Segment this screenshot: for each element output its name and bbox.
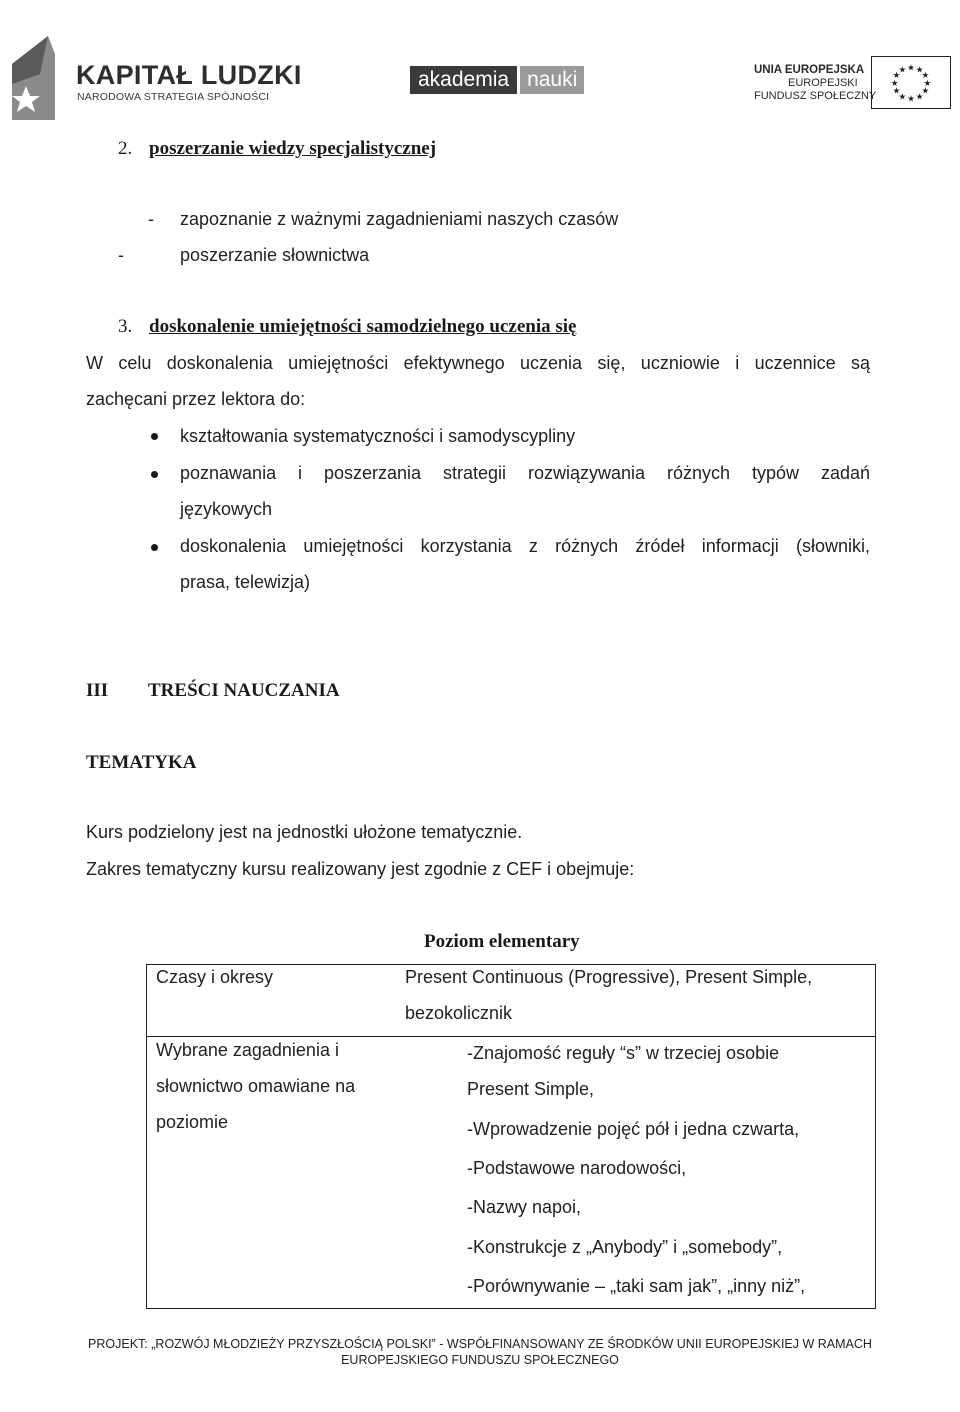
bullet-item-text: kształtowania systematyczności i samodyscypliny [180, 426, 576, 446]
footer-line-2: EUROPEJSKIEGO FUNDUSZU SPOŁECZNEGO [341, 1353, 619, 1367]
svg-text:★: ★ [890, 78, 899, 89]
bullet-icon [151, 544, 158, 551]
svg-text:★: ★ [898, 92, 907, 103]
bullet-icon [151, 433, 158, 440]
svg-text:★: ★ [921, 86, 930, 97]
table-cell-content: Present Continuous (Progressive), Present Simple, [405, 967, 813, 987]
eu-logo-text [754, 64, 876, 103]
nauki-logo-text: nauki [520, 66, 584, 94]
table-cell-label: Czasy i okresy [156, 967, 274, 987]
svg-text:★: ★ [923, 78, 932, 89]
table-list-item: Present Simple, [467, 1079, 595, 1099]
eu-line-1: UNIA EUROPEJSKA [754, 64, 865, 76]
eu-flag-icon [871, 56, 951, 109]
table-list-item: -Konstrukcje z „Anybody” i „somebody”, [467, 1237, 783, 1257]
svg-text:★: ★ [898, 65, 907, 76]
table-caption: Poziom elementary [424, 931, 580, 952]
footer-line-1: PROJEKT: „ROZWÓJ MŁODZIEŻY PRZYSZŁOŚCIĄ POLSKI” - WSPÓŁFINANSOWANY ZE ŚRODKÓW UNII EUROPEJSKIEJ W RAMACH [88, 1337, 872, 1351]
section-3-number: 3. [118, 316, 133, 337]
tematyka-paragraph-line-2: Zakres tematyczny kursu realizowany jest zgodnie z CEF i obejmuje: [86, 859, 635, 879]
table-cell-content: bezokolicznik [405, 1003, 513, 1023]
section-iii-numeral: III [86, 680, 109, 701]
bullet-item-text-cont: językowych [180, 499, 273, 519]
svg-text:★: ★ [915, 92, 924, 103]
svg-text:★: ★ [915, 65, 924, 76]
table-list-item: -Porównywanie – „taki sam jak”, „inny niż”, [467, 1276, 806, 1296]
svg-text:★: ★ [907, 94, 915, 105]
svg-text:★: ★ [921, 71, 930, 82]
akademia-logo-text: akademia [410, 66, 517, 94]
svg-text:★: ★ [907, 63, 915, 74]
list-item: poszerzanie słownictwa [180, 245, 370, 265]
eu-line-3: FUNDUSZ SPOŁECZNY [754, 90, 877, 102]
table-cell-label: słownictwo omawiane na [156, 1076, 356, 1096]
intro-paragraph-line-2: zachęcani przez lektora do: [86, 389, 306, 409]
section-iii-title: TREŚCI NAUCZANIA [148, 680, 340, 701]
table-cell-label: poziomie [156, 1112, 229, 1132]
svg-text:★: ★ [892, 71, 901, 82]
table-list-item: -Podstawowe narodowości, [467, 1158, 687, 1178]
kapital-ludzki-title: KAPITAŁ LUDZKI [76, 60, 302, 90]
table-list-item: -Znajomość reguły “s” w trzeciej osobie [467, 1043, 780, 1063]
tematyka-paragraph-line-1: Kurs podzielony jest na jednostki ułożone tematycznie. [86, 822, 523, 842]
section-2-title: poszerzanie wiedzy specjalistycznej [149, 138, 437, 159]
bullet-icon [151, 471, 158, 478]
svg-text:★: ★ [892, 86, 901, 97]
table-row-divider [146, 1036, 876, 1037]
bullet-item-text: poznawania i poszerzania strategii rozwiązywania różnych typów zadań [180, 463, 870, 483]
list-item-dash: - [118, 245, 124, 265]
akademia-nauki-logo [410, 66, 584, 94]
kapital-ludzki-subtitle: NARODOWA STRATEGIA SPÓJNOŚCI [77, 91, 270, 103]
bullet-item-text: doskonalenia umiejętności korzystania z różnych źródeł informacji (słowniki, [180, 536, 870, 556]
table-cell-label: Wybrane zagadnienia i [156, 1040, 339, 1060]
bullet-item-text-cont: prasa, telewizja) [180, 572, 311, 592]
table-list-item: -Nazwy napoi, [467, 1197, 582, 1217]
eu-line-2: EUROPEJSKI [788, 77, 858, 89]
list-item: zapoznanie z ważnymi zagadnieniami naszych czasów [180, 209, 619, 229]
section-3-title: doskonalenie umiejętności samodzielnego uczenia się [149, 316, 577, 337]
section-2-number: 2. [118, 138, 133, 159]
tematyka-heading: TEMATYKA [86, 752, 197, 773]
list-item-dash: - [148, 209, 154, 229]
kapital-ludzki-logo-icon [10, 34, 55, 120]
intro-paragraph-line-1: W celu doskonalenia umiejętności efektywnego uczenia się, uczniowie i uczennice są [86, 353, 870, 373]
table-list-item: -Wprowadzenie pojęć pół i jedna czwarta, [467, 1119, 800, 1139]
